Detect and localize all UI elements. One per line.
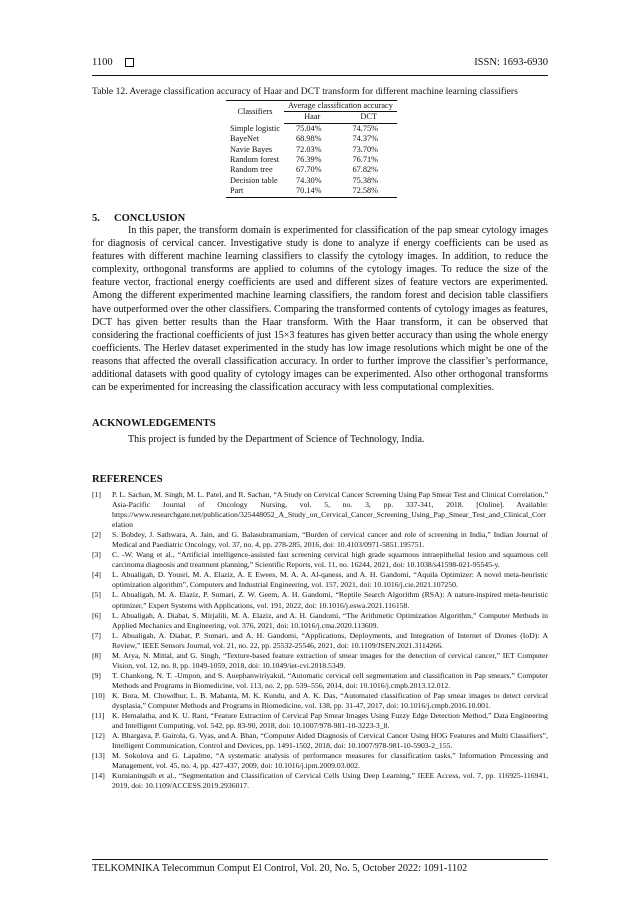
table-row: [226, 145, 397, 155]
reference-number: [12]: [92, 731, 105, 741]
reference-item: [92, 711, 548, 731]
reference-number: [7]: [92, 630, 101, 640]
reference-number: [9]: [92, 670, 101, 680]
reference-text: P. L. Sachan, M. Singh, M. L. Patel, and R. Sachan, “A Study on Cervical Cancer Screening Using Pap Smear Test and Clinical Correlation,” Asia-Pacific Journal of Oncology Nursing, vol. 5, no. 3, pp. 337-341, 2018. [Online]. Available: https://www.researchgate.net/publication/325448052_A_Study_on_Cervical_Cancer_Screening_Using_Pap_Smear_Test_and_Clinical_Correlation: [112, 490, 548, 530]
issn: ISSN: 1693-6930: [474, 57, 548, 68]
header-haar: Haar: [284, 112, 340, 123]
classifier-cell: Random forest: [230, 155, 280, 165]
dct-cell: 74.37%: [352, 134, 379, 144]
classifier-cell: Random tree: [230, 165, 273, 175]
dct-cell: 74.75%: [352, 123, 379, 133]
reference-number: [13]: [92, 751, 105, 761]
reference-text: K. Hemalatha, and K. U. Rani, “Feature Extraction of Cervical Pap Smear Images Using Fuzzy Edge Detection Method,” Data Engineering and Intelligent Computing, vol. 542, pp. 83-90, 2018, doi: 10.1007/978-981-10-3223-3_8.: [112, 711, 548, 731]
header-dct: DCT: [340, 112, 396, 123]
haar-cell: 70.14%: [284, 186, 340, 197]
reference-number: [14]: [92, 771, 105, 781]
dct-cell: 67.82%: [352, 165, 379, 175]
reference-item: [92, 490, 548, 530]
table-row: [226, 123, 397, 134]
references-heading: REFERENCES: [92, 474, 163, 485]
reference-number: [4]: [92, 570, 101, 580]
haar-cell: 76.39%: [296, 155, 322, 165]
classifier-cell: Navie Bayes: [230, 144, 273, 154]
header-avg-accuracy: Average classification accuracy: [284, 101, 397, 112]
haar-cell: 67.70%: [296, 165, 322, 175]
reference-item: [92, 530, 548, 550]
reference-list: [92, 490, 548, 791]
reference-number: [3]: [92, 550, 101, 560]
classifier-cell: BayeNet: [230, 134, 260, 144]
acknowledgements-paragraph: This project is funded by the Department of Science of Technology, India.: [128, 434, 425, 445]
page-number: 1100: [92, 57, 113, 68]
classifier-cell: Part: [226, 186, 284, 197]
header-divider: [92, 75, 548, 76]
footer-divider: [92, 859, 548, 860]
reference-item: [92, 611, 548, 631]
reference-text: S. Bobdey, J. Sathwara, A. Jain, and G. Balasubramaniam, “Burden of cervical cancer and role of screening in India,” Indian Journal of Medical and Paediatric Oncology, vol. 37, no. 4, pp. 278-285, 2016, doi: 10.4103/0971-5851.195751.: [112, 530, 548, 550]
reference-item: [92, 671, 548, 691]
haar-cell: 72.03%: [296, 144, 322, 154]
classifier-cell: Decision table: [230, 175, 278, 185]
reference-text: M. Arya, N. Mittal, and G. Singh, “Texture-based feature extraction of smear images for the detection of cervical cancer,” IET Computer Vision, vol. 12, no. 8, pp. 1049-1059, 2018, doi: 10.1049/iet-cvi.2018.5349.: [112, 650, 548, 670]
reference-item: [92, 731, 548, 751]
reference-text: C. -W. Wang et al., “Artificial intelligence-assisted fast screening cervical high grade squamous intraepithelial lesion and squamous cell carcinoma diagnosis and treatment planning,” Scientific Reports, vol. 11, no. 16244, 2021, doi: 10.1038/s41598-021-95545-y.: [112, 550, 548, 570]
dct-cell: 73.70%: [352, 144, 379, 154]
conclusion-heading: [92, 213, 185, 224]
section-number: 5.: [92, 213, 100, 224]
reference-number: [8]: [92, 650, 101, 660]
reference-text: Kurnianingsih et al., “Segmentation and Classification of Cervical Cells Using Deep Learning,” IEEE Access, vol. 7, pp. 116925-116941, 2019, doi: 10.1109/ACCESS.2019.2936017.: [112, 771, 548, 791]
header-classifiers: Classifiers: [226, 101, 284, 124]
table-row: [226, 165, 397, 175]
reference-number: [11]: [92, 711, 105, 721]
table-body: [226, 123, 397, 197]
table-row: [226, 176, 397, 186]
conclusion-paragraph: In this paper, the transform domain is experimented for classification of the pap smear cytology images for diagnosis of cervical cancer. Investigative study is done to analyze if energy coefficients can be used as features with different machine learning classifiers to classify the cytology images. In addition, to reduce the complexity, orthogonal transforms are applied to columns of the cytology images. To reduce the size of the feature vector, fractional energy coefficients are used and different sizes of feature vectors are experimented. Among the different experimented machine learning classifiers, the random forest and decision table classifiers have outperformed over the other classifiers. Comparing the transformed contents of cytology images as features, DCT has given better results than the Haar transform. With the Haar transform, it can be observed that considering the fractional coefficients of just 15×3 features has given better accuracy than using the whole energy coefficients. The Herlev dataset experimented in the study has low image resolutions which might be one of the reasons that affected the overall classification accuracy. In order to further improve the classifier’s performance, additional datasets with good quality of cytology images can be experimented. Also other orthogonal transforms can be experimented for increasing the classification accuracy with less computational complexities.: [92, 225, 548, 394]
reference-text: L. Abualigah, D. Yousri, M. A. Elaziz, A. E Ewees, M. A. A. Al-qaness, and A. H. Gandomi, “Aquila Optimizer: A novel meta-heuristic optimization algorithm”, Computers and Industrial Engineering, vol. 157, 2021, doi: 10.1016/j.cie.2021.107250.: [112, 570, 548, 590]
page-footer: TELKOMNIKA Telecommun Comput El Control, Vol. 20, No. 5, October 2022: 1091-1102: [92, 863, 468, 874]
reference-item: [92, 590, 548, 610]
reference-text: L. Abualigah, M. A. Elaziz, P. Sumari, Z. W. Geem, A. H. Gandomi, “Reptile Search Algorithm (RSA): A nature-inspired meta-heuristic optimizer,” Expert Systems with Applications, vol. 191, 2022, doi: 10.1016/j.eswa.2021.116158.: [112, 590, 548, 610]
haar-cell: 68.98%: [296, 134, 322, 144]
reference-number: [2]: [92, 530, 101, 540]
reference-text: T. Chankong, N. T. -Umpon, and S. Auephanwiriyakul, “Automatic cervical cell segmentation and classification in Pap smears,” Computer Methods and Programs in Biomedicine, vol. 113, no. 2, pp. 539–556, 2014, doi: 10.1016/j.cmpb.2013.12.012.: [112, 670, 548, 690]
section-title: CONCLUSION: [114, 213, 186, 224]
dct-cell: 72.58%: [340, 186, 396, 197]
results-table: [226, 100, 397, 198]
reference-item: [92, 771, 548, 791]
table-row: [226, 134, 397, 144]
reference-item: [92, 570, 548, 590]
page-header: [92, 57, 548, 73]
reference-item: [92, 651, 548, 671]
acknowledgements-heading: ACKNOWLEDGEMENTS: [92, 418, 216, 429]
reference-text: K. Bora, M. Chowdhur, L. B. Mahanta, M. K. Kundu, and A. K. Das, “Automated classification of Pap smear images to detect cervical dysplasia,” Computer Methods and Programs in Biomedicine, vol. 138, pp. 31-47, 2017, doi: 10.1016/j.cmpb.2016.10.001.: [112, 690, 548, 710]
reference-number: [1]: [92, 490, 101, 499]
table-row: [226, 186, 397, 197]
classifier-cell: Simple logistic: [230, 123, 281, 133]
reference-number: [10]: [92, 690, 105, 700]
haar-cell: 74.30%: [296, 175, 322, 185]
reference-number: [6]: [92, 610, 101, 620]
reference-number: [5]: [92, 590, 101, 600]
reference-text: L. Abualigah, A. Diabat, S. Mirjalili, M. A. Elaziz, and A. H. Gandomi, “The Arithmetic Optimization Algorithm,” Computer Methods in Applied Mechanics and Engineering, vol. 376, 2021, doi: 10.1016/j.cma.2020.113609.: [112, 610, 548, 630]
reference-item: [92, 550, 548, 570]
reference-item: [92, 691, 548, 711]
reference-text: L. Abualigah, A. Diabat, P. Sumari, and A. H. Gandomi, “Applications, Deployments, and Integration of Internet of Drones (IoD): A Review,” IEEE Sensors Journal, vol. 21, no. 22, pp. 25532-25546, 2021, doi: 10.1109/JSEN.2021.3114266.: [112, 630, 548, 650]
dct-cell: 75.38%: [352, 175, 379, 185]
haar-cell: 75.04%: [296, 123, 322, 133]
table-row: [226, 155, 397, 165]
dct-cell: 76.71%: [352, 155, 379, 165]
square-icon: [125, 58, 134, 67]
reference-text: M. Sokolova and G. Lapalme, “A systematic analysis of performance measures for classification tasks,” Information Processing and Management, vol. 45, no. 4, pp. 427-437, 2009, doi: 10.1016/j.ipm.2009.03.002.: [112, 751, 548, 771]
reference-item: [92, 751, 548, 771]
table-caption: Table 12. Average classification accuracy of Haar and DCT transform for different machine learning classifiers: [92, 86, 518, 97]
reference-text: A. Bhargava, P. Gairola, G. Vyas, and A. Bhan, “Computer Aided Diagnosis of Cervical Cancer Using HOG Features and Multi Classifiers”, Intelligent Communication, Control and Devices, pp. 1491-1502, 2018, doi: 10.1007/978-981-10-5903-2_155.: [112, 731, 548, 751]
reference-item: [92, 631, 548, 651]
